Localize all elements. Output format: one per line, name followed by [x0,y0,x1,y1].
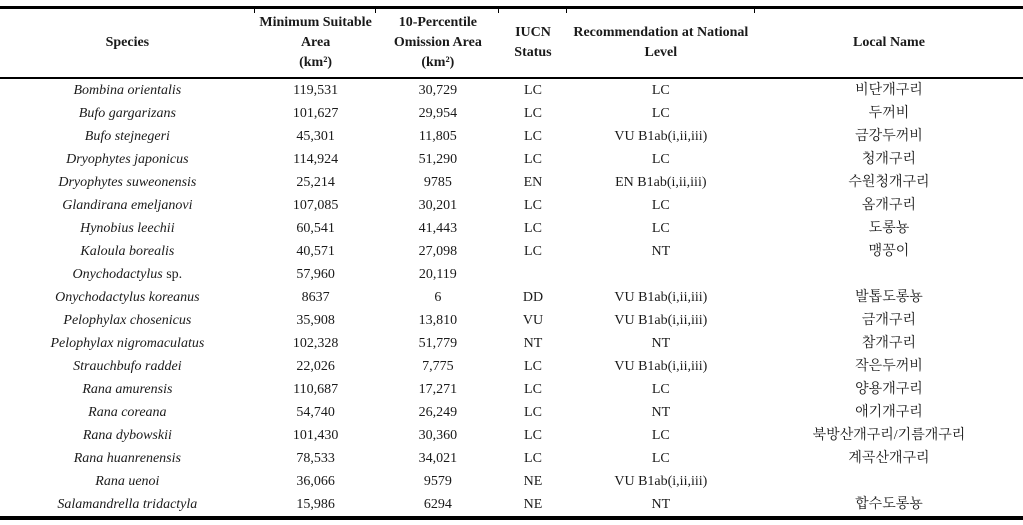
iucn-status-cell: EN [523,175,543,190]
local-name-cell: 양용개구리 [855,382,923,397]
col-header-recommendation [567,9,755,78]
species-cell [0,378,255,401]
omission-area-cell: 51,290 [418,152,458,167]
min-suitable-area-cell: 8637 [301,290,330,305]
col-header-iucn-status [499,9,567,78]
local-name-cell: 비단개구리 [855,83,923,98]
species-suffix: sp. [162,267,183,282]
local-name-cell: 금개구리 [861,313,917,328]
omission-area-cell: 34,021 [418,451,458,466]
species-name: Rana huanrenensis [73,451,181,466]
recommendation-cell: LC [651,428,670,443]
species-cell [0,171,255,194]
table-row [0,102,1023,125]
col-header-omission-area [376,9,499,78]
omission-area-cell: 30,201 [418,198,458,213]
omission-area-cell: 20,119 [418,267,457,282]
omission-area-cell: 51,779 [418,336,458,351]
species-cell [0,148,255,171]
local-name-cell [755,263,1023,286]
table-row [0,378,1023,401]
species-cell [0,217,255,240]
recommendation-cell: VU B1ab(i,ii,iii) [614,290,708,305]
species-cell [0,286,255,309]
table-row [0,171,1023,194]
local-name-cell: 도롱뇽 [868,221,910,236]
species-table-frame [0,6,1023,520]
omission-area-cell: 9785 [423,175,452,190]
recommendation-cell: VU B1ab(i,ii,iii) [614,474,708,489]
table-row [0,470,1023,493]
table-row [0,78,1023,102]
species-cell [0,401,255,424]
local-name-cell: 청개구리 [861,152,917,167]
iucn-status-cell: LC [524,428,542,443]
min-suitable-area-cell: 54,740 [296,405,335,420]
iucn-status-cell: LC [524,221,542,236]
iucn-status-cell: LC [524,244,542,259]
omission-area-cell: 30,360 [418,428,458,443]
min-suitable-area-cell: 101,627 [292,106,339,121]
col-header-label: Recommendation at National Level [573,25,749,60]
table-row [0,493,1023,516]
species-cell [0,493,255,516]
local-name-cell: 애기개구리 [855,405,923,420]
iucn-status-cell: DD [522,290,544,305]
species-cell [0,470,255,493]
species-cell [0,194,255,217]
species-name: Hynobius leechii [80,221,175,236]
col-header-min-suitable-area [255,9,377,78]
local-name-cell: 계곡산개구리 [848,451,930,466]
omission-area-cell: 26,249 [418,405,458,420]
table-row [0,125,1023,148]
local-name-cell: 작은두꺼비 [855,359,923,374]
omission-area-cell: 30,729 [418,83,458,98]
local-name-cell: 발톱도롱뇽 [855,290,923,305]
species-name: Bombina orientalis [73,83,182,98]
table-row [0,240,1023,263]
table-body [0,78,1023,516]
species-name: Strauchbufo raddei [73,359,182,374]
species-table [0,9,1023,516]
recommendation-cell: NT [651,336,671,351]
omission-area-cell: 17,271 [418,382,458,397]
species-cell [0,263,255,286]
iucn-status-cell: LC [524,129,542,144]
iucn-status-cell: NE [499,493,567,516]
species-name: Dryophytes suweonensis [58,175,197,190]
table-row [0,263,1023,286]
omission-area-cell: 11,805 [418,129,457,144]
species-name: Rana amurensis [82,382,173,397]
min-suitable-area-cell: 101,430 [292,428,339,443]
table-row [0,447,1023,470]
iucn-status-cell: LC [524,106,542,121]
species-name: Rana uenoi [95,474,160,489]
species-cell [0,78,255,102]
species-cell [0,355,255,378]
omission-area-cell: 13,810 [418,313,458,328]
local-name-cell: 참개구리 [861,336,917,351]
min-suitable-area-cell: 102,328 [292,336,339,351]
recommendation-cell: VU B1ab(i,ii,iii) [614,313,708,328]
species-name: Kaloula borealis [80,244,175,259]
recommendation-cell: VU B1ab(i,ii,iii) [614,129,708,144]
table-row [0,194,1023,217]
recommendation-cell: LC [651,198,670,213]
col-header-label: Species [105,35,150,50]
recommendation-cell: LC [651,382,670,397]
col-header-unit: (km²) [421,55,455,70]
min-suitable-area-cell: 25,214 [296,175,335,190]
species-name: Pelophylax nigromaculatus [50,336,205,351]
local-name-cell: 금강두꺼비 [855,129,923,144]
table-row [0,332,1023,355]
local-name-cell: 두꺼비 [868,106,910,121]
species-cell [0,240,255,263]
min-suitable-area-cell: 119,531 [293,83,339,98]
min-suitable-area-cell: 107,085 [292,198,339,213]
table-row [0,286,1023,309]
iucn-status-cell: LC [524,382,542,397]
recommendation-cell: LC [651,451,670,466]
species-cell [0,424,255,447]
local-name-cell: 합수도롱뇽 [755,493,1023,516]
species-cell [0,102,255,125]
species-name: Pelophylax chosenicus [63,313,192,328]
min-suitable-area-cell: 45,301 [296,129,335,144]
recommendation-cell: NT [651,405,671,420]
iucn-status-cell [499,263,567,286]
species-cell [0,309,255,332]
min-suitable-area-cell: 60,541 [296,221,335,236]
recommendation-cell: VU B1ab(i,ii,iii) [614,359,708,374]
iucn-status-cell: LC [524,359,542,374]
min-suitable-area-cell: 40,571 [296,244,335,259]
omission-area-cell: 6294 [376,493,499,516]
species-name: Rana coreana [88,405,167,420]
omission-area-cell: 27,098 [418,244,458,259]
species-cell [0,332,255,355]
iucn-status-cell: LC [524,198,542,213]
recommendation-cell [567,263,755,286]
table-row [0,217,1023,240]
iucn-status-cell: VU [522,313,544,328]
col-header-label: Minimum Suitable Area [259,15,372,50]
min-suitable-area-cell: 57,960 [296,267,335,282]
min-suitable-area-cell: 35,908 [296,313,335,328]
species-name: Glandirana emeljanovi [62,198,193,213]
iucn-status-cell: LC [524,83,542,98]
iucn-status-cell: NT [523,336,543,351]
col-header-label: 10-Percentile Omission Area [393,15,482,50]
omission-area-cell: 9579 [423,474,452,489]
local-name-cell: 북방산개구리/기름개구리 [812,428,966,443]
min-suitable-area-cell: 22,026 [296,359,335,374]
local-name-cell: 맹꽁이 [868,244,910,259]
recommendation-cell: LC [651,221,670,236]
species-name: Dryophytes japonicus [66,152,189,167]
min-suitable-area-cell: 78,533 [296,451,335,466]
iucn-status-cell: NE [523,474,543,489]
table-row [0,148,1023,171]
table-row [0,424,1023,447]
recommendation-cell: LC [651,106,670,121]
recommendation-cell: EN B1ab(i,ii,iii) [615,175,707,190]
col-header-local-name [755,9,1023,78]
iucn-status-cell: LC [524,405,542,420]
species-name: Bufo stejnegeri [84,129,170,144]
omission-area-cell: 29,954 [418,106,458,121]
omission-area-cell: 41,443 [418,221,458,236]
species-cell [0,447,255,470]
table-row [0,355,1023,378]
local-name-cell: 옴개구리 [861,198,917,213]
species-name: Bufo gargarizans [78,106,176,121]
omission-area-cell: 6 [434,290,442,305]
iucn-status-cell: LC [524,152,542,167]
min-suitable-area-cell: 114,924 [293,152,339,167]
min-suitable-area-cell: 110,687 [293,382,339,397]
omission-area-cell: 7,775 [422,359,454,374]
min-suitable-area-cell: 36,066 [296,474,335,489]
col-header-unit: (km²) [299,55,333,70]
col-header-species [0,9,255,78]
recommendation-cell: LC [651,83,670,98]
local-name-cell [755,470,1023,493]
col-header-label: Local Name [853,35,925,50]
min-suitable-area-cell: 15,986 [255,493,377,516]
species-name: Onychodactylus koreanus [55,290,200,305]
species-name: Onychodactylus [72,267,163,282]
species-name: Rana dybowskii [82,428,172,443]
recommendation-cell: LC [651,152,670,167]
header-row [0,9,1023,78]
recommendation-cell: NT [567,493,755,516]
iucn-status-cell: LC [524,451,542,466]
col-header-label: IUCN Status [514,25,552,60]
recommendation-cell: NT [651,244,671,259]
local-name-cell: 수원청개구리 [848,175,930,190]
species-name: Salamandrella tridactyla [57,497,198,512]
table-row [0,309,1023,332]
table-row [0,401,1023,424]
species-cell [0,125,255,148]
